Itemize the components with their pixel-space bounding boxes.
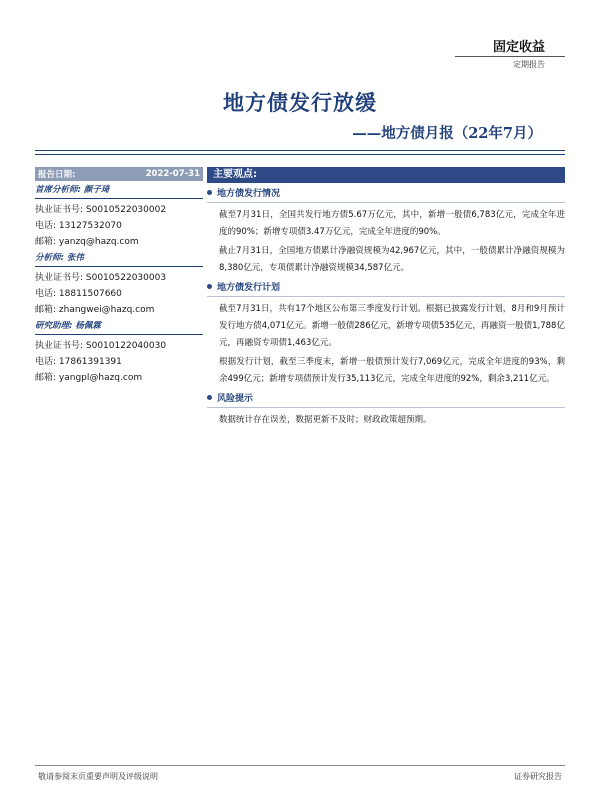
header-divider bbox=[455, 56, 565, 57]
analyst-phone: 电话: 13127532070 bbox=[35, 221, 122, 231]
key-points-panel bbox=[207, 167, 565, 429]
analyst-phone: 电话: 18811507660 bbox=[35, 289, 122, 299]
analyst-email[interactable]: 邮箱: zhangwei@hazq.com bbox=[35, 305, 155, 315]
report-date-value: 2022-07-31 bbox=[145, 169, 200, 179]
title-divider bbox=[35, 150, 565, 155]
report-type: 定期报告 bbox=[513, 60, 545, 69]
section-title: 地方债发行计划 bbox=[217, 283, 281, 293]
section-title: 风险提示 bbox=[217, 394, 254, 404]
report-title: 地方债发行放缓 bbox=[223, 90, 377, 115]
footer-divider bbox=[35, 765, 565, 766]
analyst-role: 研究助理: 杨佩霖 bbox=[35, 318, 203, 335]
report-subtitle: ——地方债月报（22年7月） bbox=[352, 125, 542, 142]
section-paragraph: 数据统计存在误差，数据更新不及时；财政政策超预期。 bbox=[219, 415, 432, 425]
report-category: 固定收益 bbox=[492, 40, 545, 55]
section-paragraph: 根据发行计划，截至三季度末，新增一般债预计发行7,069亿元，完成全年进度的93%，剩余499亿元；新增专项债预计发行35,113亿元，完成全年进度的92%，剩余3,211亿元。 bbox=[219, 357, 565, 384]
section-paragraph: 截至7月31日，共有17个地区公布第三季度发行计划。根据已披露发行计划，8月和9月预计发行地方债4,071亿元。新增一般债286亿元，新增专项债535亿元，再融资一般债1,788亿元，再融资专项债1,463亿元。 bbox=[219, 304, 565, 348]
analyst-license: 执业证书号: S0010522030002 bbox=[35, 205, 167, 215]
section-heading bbox=[207, 188, 565, 201]
bullet-icon bbox=[207, 395, 212, 400]
section-heading bbox=[207, 282, 565, 295]
report-date-label: 报告日期: bbox=[38, 170, 76, 180]
analyst-email[interactable]: 邮箱: yanzq@hazq.com bbox=[35, 237, 139, 247]
analyst-email[interactable]: 邮箱: yangpl@hazq.com bbox=[35, 373, 143, 383]
section-title: 地方债发行情况 bbox=[217, 189, 281, 199]
section-divider bbox=[207, 202, 565, 203]
analyst-panel bbox=[35, 167, 203, 386]
section-heading bbox=[207, 393, 565, 406]
section-paragraph: 截至7月31日，全国共发行地方债5.67万亿元，其中，新增一般债6,783亿元，完成全年进度的90%；新增专项债3.47万亿元，完成全年进度的90%。 bbox=[219, 210, 565, 237]
analyst-phone: 电话: 17861391391 bbox=[35, 357, 122, 367]
section-divider bbox=[207, 407, 565, 408]
analyst-role: 分析师: 张伟 bbox=[35, 250, 203, 267]
section-paragraph: 截止7月31日，全国地方债累计净融资规模为42,967亿元，其中，一般债累计净融资规模为8,380亿元，专项债累计净融资规模34,587亿元。 bbox=[219, 246, 565, 273]
bullet-icon bbox=[207, 190, 212, 195]
report-date-bar bbox=[35, 167, 203, 181]
key-points-heading: 主要观点: bbox=[207, 167, 565, 183]
footer-disclaimer[interactable]: 敬请参阅末页重要声明及评级说明 bbox=[38, 772, 158, 781]
analyst-role: 首席分析师: 颜子琦 bbox=[35, 182, 203, 199]
analyst-license: 执业证书号: S0010522030003 bbox=[35, 273, 167, 283]
analyst-license: 执业证书号: S0010122040030 bbox=[35, 341, 167, 351]
bullet-icon bbox=[207, 284, 212, 289]
footer-report-type: 证券研究报告 bbox=[514, 772, 562, 781]
section-divider bbox=[207, 296, 565, 297]
